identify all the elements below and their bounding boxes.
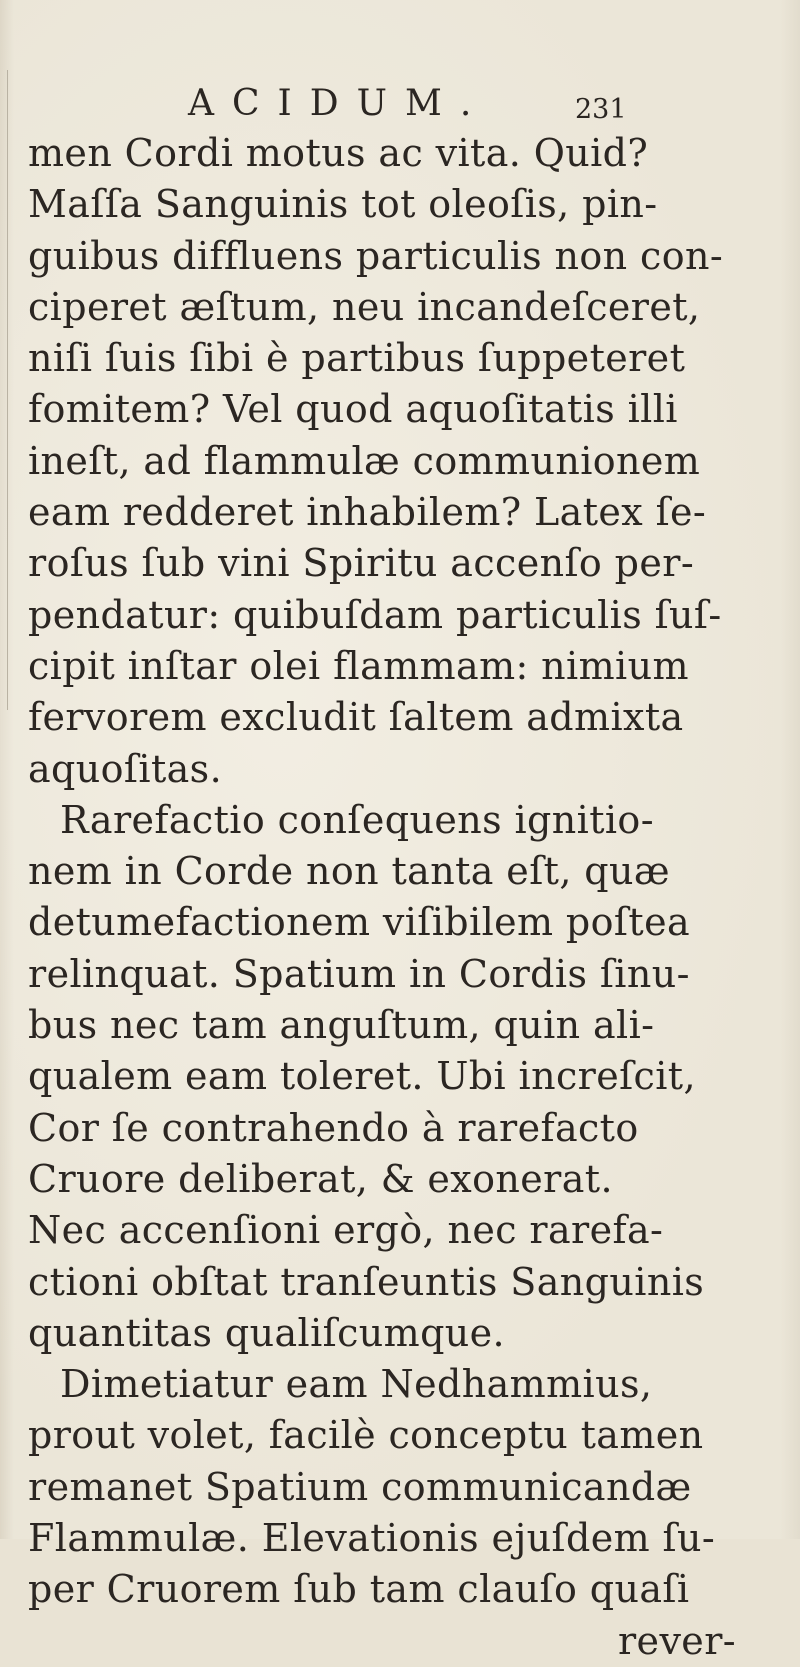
text-line: relinquat. Spatium in Cordis ſinu- <box>28 951 690 996</box>
text-line: prout volet, facilè conceptu tamen <box>28 1413 704 1458</box>
body-text <box>28 128 798 1667</box>
text-line: cipit inſtar olei flammam: nimium <box>28 643 689 688</box>
text-line: ctioni obſtat tranſeuntis Sanguinis <box>28 1259 705 1304</box>
catchword: rever- <box>617 1618 736 1663</box>
text-line: pendatur: quibuſdam particulis ſuſ- <box>28 592 722 637</box>
text-line: roſus ſub vini Spiritu accenſo per- <box>28 541 695 586</box>
text-line: bus nec tam anguſtum, quin ali- <box>28 1003 655 1048</box>
text-line: qualem eam toleret. Ubi increſcit, <box>28 1054 696 1099</box>
text-line: detumefactionem viſibilem poſtea <box>28 900 691 945</box>
text-line: ciperet æſtum, neu incandeſceret, <box>28 284 701 329</box>
text-line: fervorem excludit ſaltem admixta <box>28 695 684 740</box>
gutter-shadow <box>7 70 8 710</box>
text-line: Rarefactio conſequens ignitio- <box>60 797 654 842</box>
page-number: 231 <box>575 94 627 125</box>
text-line: eam redderet inhabilem? Latex ſe- <box>28 490 707 535</box>
text-line: ineſt, ad flammulæ communionem <box>28 438 701 483</box>
text-line: Cruore deliberat, & exonerat. <box>28 1156 613 1201</box>
text-line: per Cruorem ſub tam clauſo quaſi <box>28 1567 690 1612</box>
text-line: Nec accenſioni ergò, nec rarefa- <box>28 1208 664 1253</box>
running-title: ACIDUM. <box>188 83 490 124</box>
text-line: aquoſitas. <box>28 746 223 791</box>
text-line: Cor ſe contrahendo à rarefacto <box>28 1105 639 1150</box>
text-line: Maſſa Sanguinis tot oleoſis, pin- <box>28 182 658 227</box>
text-line: niſi ſuis ſibi è partibus ſuppeteret <box>28 336 686 381</box>
text-line: Flammulæ. Elevationis ejuſdem ſu- <box>28 1516 716 1561</box>
text-line: guibus diffluens particulis non con- <box>28 233 724 278</box>
text-line: fomitem? Vel quod aquoſitatis illi <box>28 387 678 432</box>
text-line: remanet Spatium communicandæ <box>28 1464 692 1509</box>
text-line: nem in Corde non tanta eſt, quæ <box>28 849 670 894</box>
text-line: quantitas qualiſcumque. <box>28 1310 506 1355</box>
text-line: Dimetiatur eam Nedhammius, <box>60 1362 653 1407</box>
text-line: men Cordi motus ac vita. Quid? <box>28 131 649 175</box>
